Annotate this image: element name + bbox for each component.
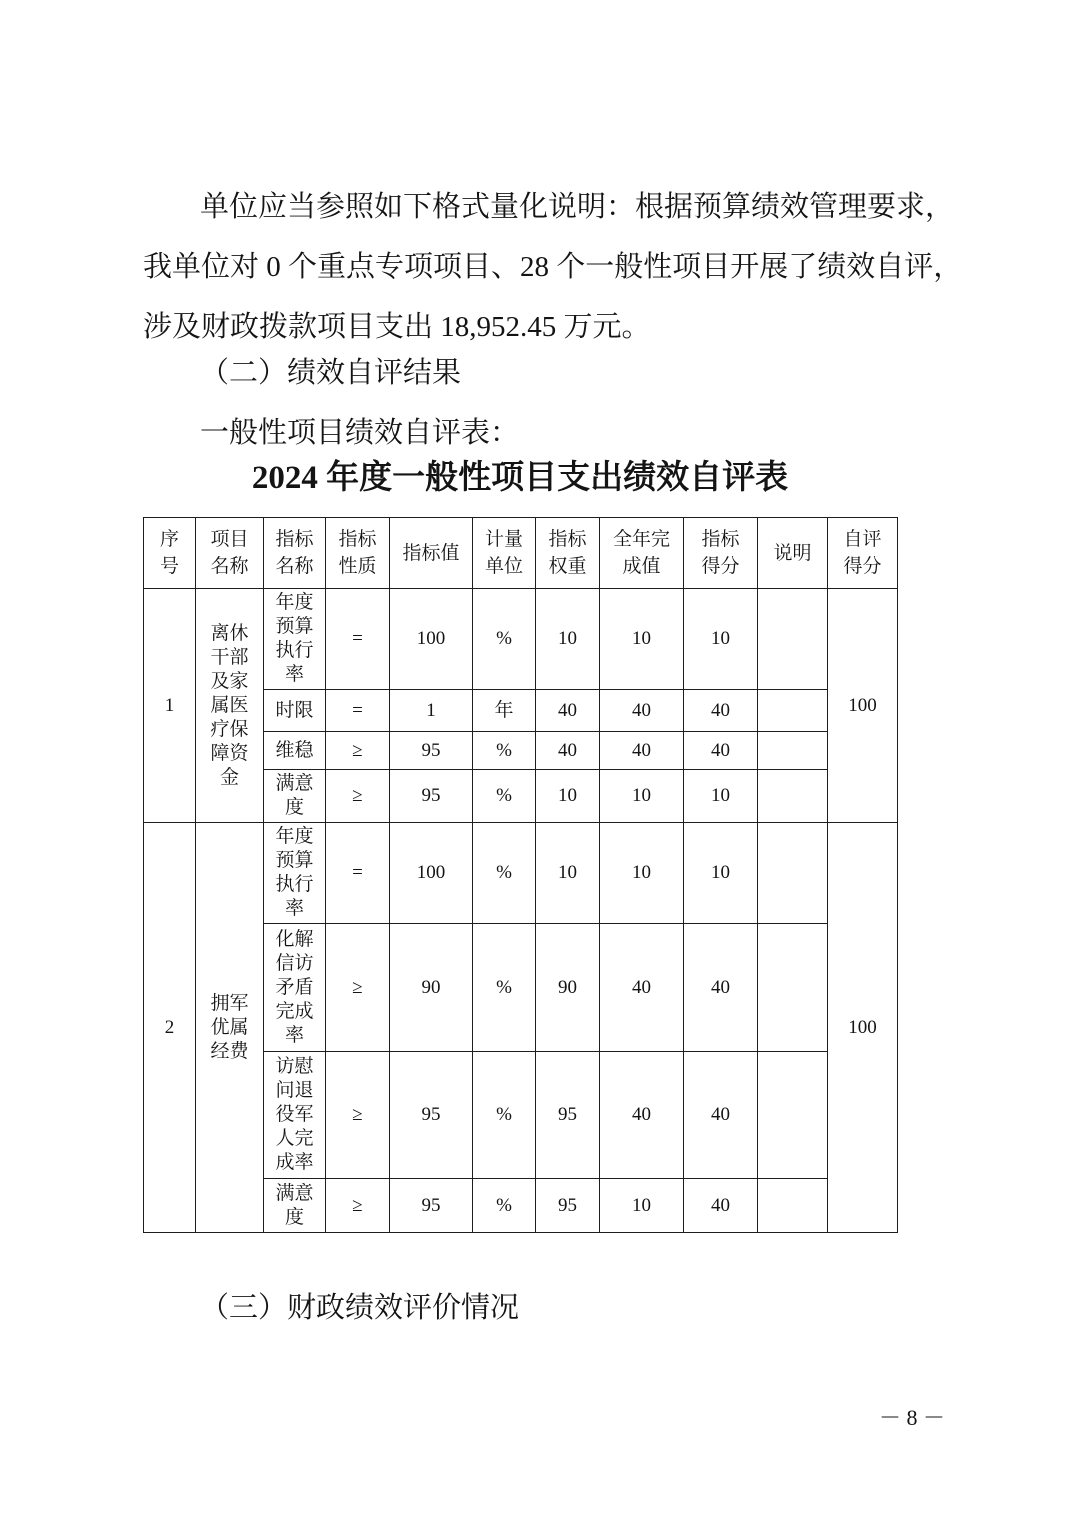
cell-note [758,924,828,1052]
cell-note [758,690,828,732]
cell-value: 90 [390,924,473,1052]
cell-completion: 10 [600,589,684,690]
section-heading-2: （二）绩效自评结果 [200,357,462,389]
cell-score: 40 [684,1052,758,1179]
cell-self-score: 100 [828,589,898,823]
cell-weight: 10 [536,770,600,823]
cell-indicator: 满意度 [264,1179,326,1233]
paragraph-line: 单位应当参照如下格式量化说明：根据预算绩效管理要求， [200,191,955,223]
cell-indicator: 年度预算执行率 [264,589,326,690]
header-annual-completion: 全年完成值 [600,518,684,589]
header-indicator-nature: 指标性质 [326,518,390,589]
cell-value: 95 [390,1179,473,1233]
cell-note [758,732,828,770]
header-note: 说明 [758,518,828,589]
paragraph-line: 涉及财政拨款项目支出 18,952.45 万元。 [143,311,651,343]
cell-unit: % [473,1052,536,1179]
header-project-name: 项目名称 [196,518,264,589]
cell-unit: % [473,770,536,823]
cell-value: 95 [390,732,473,770]
header-self-score: 自评得分 [828,518,898,589]
cell-seq: 2 [144,823,196,1233]
cell-completion: 10 [600,770,684,823]
intro-paragraph [143,177,963,357]
header-indicator-value: 指标值 [390,518,473,589]
table-row [144,823,898,924]
cell-score: 10 [684,589,758,690]
cell-weight: 10 [536,589,600,690]
performance-self-evaluation-table [143,517,898,1233]
cell-unit: % [473,924,536,1052]
table-header-row [144,518,898,589]
cell-note [758,770,828,823]
cell-value: 1 [390,690,473,732]
cell-completion: 10 [600,1179,684,1233]
header-indicator-name: 指标名称 [264,518,326,589]
cell-score: 10 [684,770,758,823]
cell-nature: = [326,823,390,924]
cell-nature: ≥ [326,770,390,823]
cell-seq: 1 [144,589,196,823]
cell-score: 40 [684,1179,758,1233]
cell-weight: 95 [536,1052,600,1179]
cell-completion: 40 [600,732,684,770]
cell-project: 离休干部及家属医疗保障资金 [196,589,264,823]
cell-nature: = [326,589,390,690]
cell-weight: 90 [536,924,600,1052]
cell-nature: = [326,690,390,732]
cell-score: 40 [684,924,758,1052]
cell-nature: ≥ [326,1052,390,1179]
cell-weight: 95 [536,1179,600,1233]
cell-unit: % [473,1179,536,1233]
cell-indicator: 年度预算执行率 [264,823,326,924]
cell-unit: % [473,823,536,924]
cell-value: 100 [390,823,473,924]
cell-score: 40 [684,732,758,770]
cell-weight: 10 [536,823,600,924]
cell-value: 95 [390,1052,473,1179]
cell-weight: 40 [536,690,600,732]
cell-completion: 10 [600,823,684,924]
table-title: 2024 年度一般性项目支出绩效自评表 [251,460,789,496]
cell-note [758,589,828,690]
cell-value: 95 [390,770,473,823]
table-row [144,589,898,690]
cell-completion: 40 [600,924,684,1052]
paragraph-line: 我单位对 0 个重点专项项目、28 个一般性项目开展了绩效自评， [143,251,963,283]
cell-unit: % [473,732,536,770]
cell-completion: 40 [600,690,684,732]
cell-completion: 40 [600,1052,684,1179]
cell-value: 100 [390,589,473,690]
cell-weight: 40 [536,732,600,770]
cell-nature: ≥ [326,924,390,1052]
cell-note [758,823,828,924]
header-weight: 指标权重 [536,518,600,589]
cell-unit: % [473,589,536,690]
cell-project: 拥军优属经费 [196,823,264,1233]
page-number: － 8 － [878,1405,945,1430]
cell-indicator: 维稳 [264,732,326,770]
cell-nature: ≥ [326,732,390,770]
table-intro-text: 一般性项目绩效自评表： [200,417,520,449]
cell-indicator: 满意度 [264,770,326,823]
cell-nature: ≥ [326,1179,390,1233]
cell-self-score: 100 [828,823,898,1233]
header-unit: 计量单位 [473,518,536,589]
header-indicator-score: 指标得分 [684,518,758,589]
section-heading-3: （三）财政绩效评价情况 [200,1292,520,1324]
cell-score: 40 [684,690,758,732]
cell-unit: 年 [473,690,536,732]
cell-indicator: 访慰问退役军人完成率 [264,1052,326,1179]
header-seq: 序号 [144,518,196,589]
cell-indicator: 化解信访矛盾完成率 [264,924,326,1052]
cell-note [758,1052,828,1179]
cell-indicator: 时限 [264,690,326,732]
cell-note [758,1179,828,1233]
cell-score: 10 [684,823,758,924]
